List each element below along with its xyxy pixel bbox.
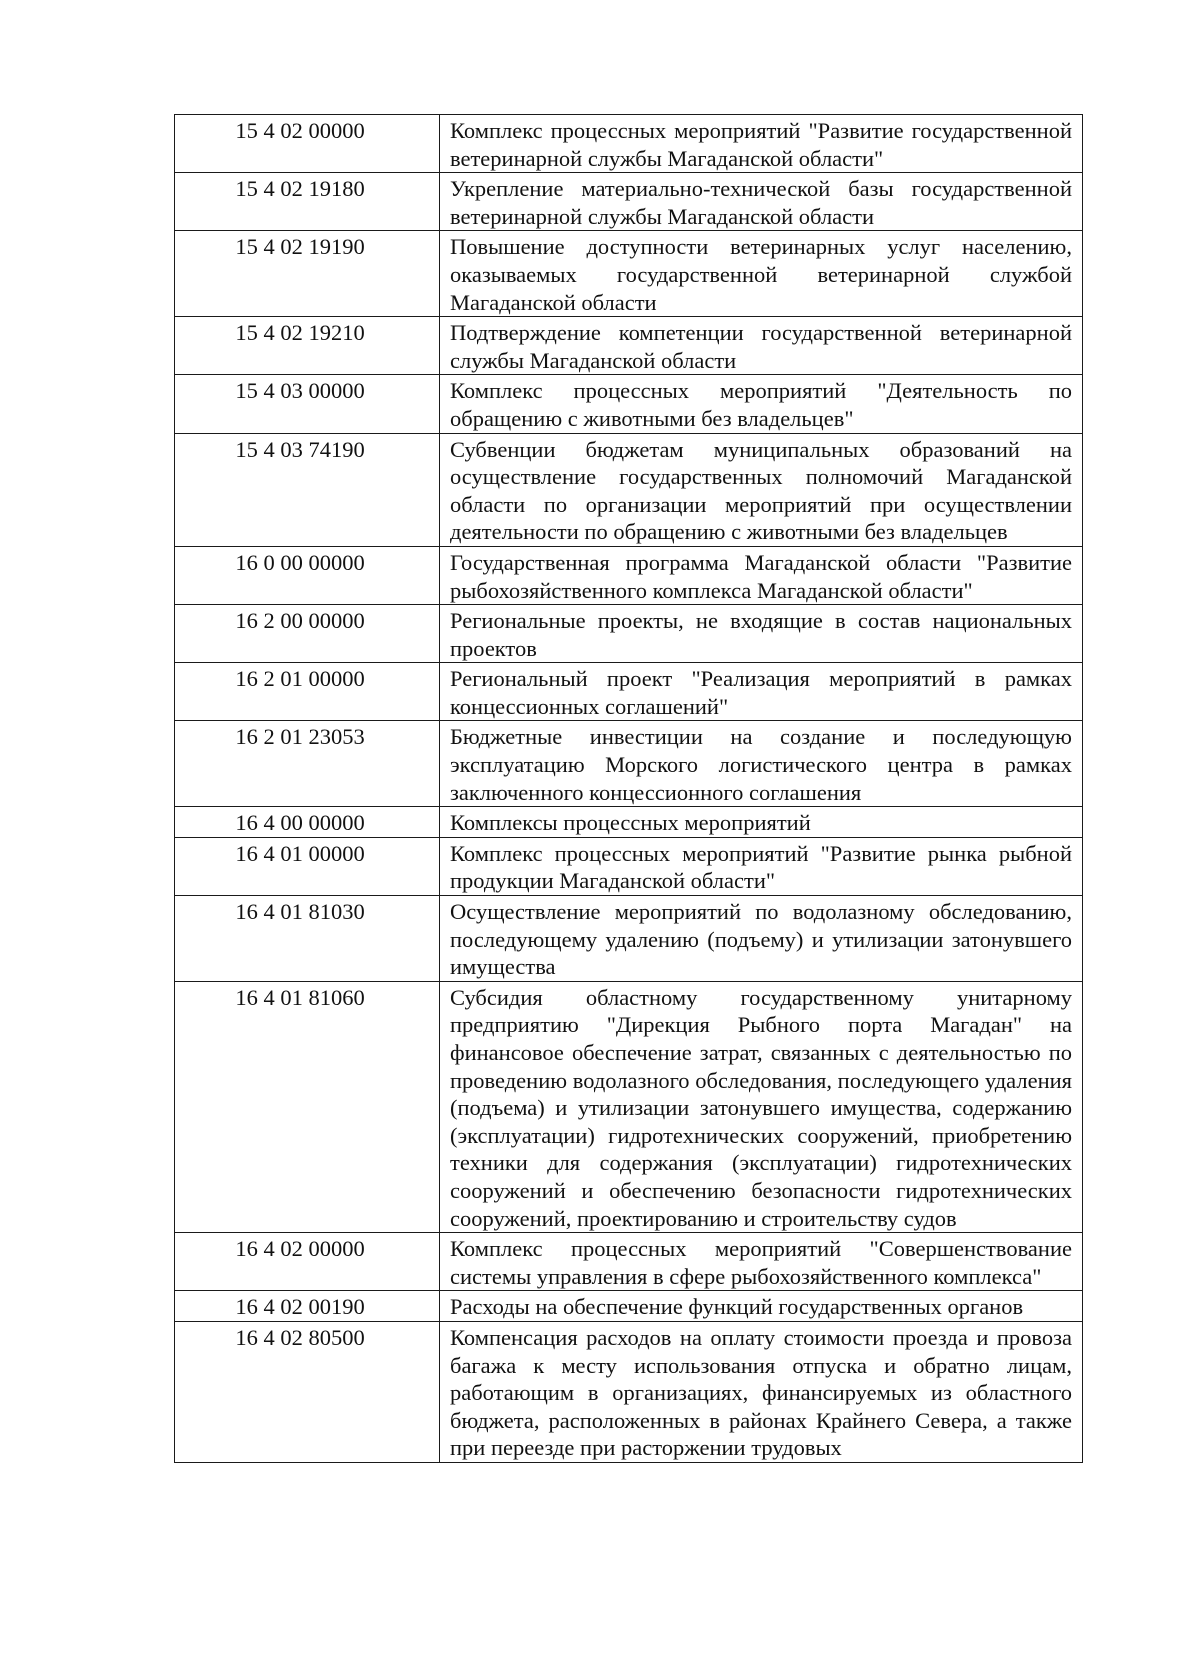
table-row [175,1291,1083,1322]
table-row [175,317,1083,375]
table-row [175,173,1083,231]
table-row [175,896,1083,982]
table-row [175,546,1083,604]
row-code: 15 4 02 19210 [175,317,440,375]
row-code: 16 4 01 81030 [175,896,440,982]
row-code: 15 4 03 00000 [175,375,440,433]
table-row [175,807,1083,838]
table-row [175,1233,1083,1291]
row-description: Комплекс процессных мероприятий "Развитие государственной ветеринарной службы Магаданской области" [440,115,1083,173]
row-description: Государственная программа Магаданской области "Развитие рыбохозяйственного комплекса Магаданской области" [440,546,1083,604]
row-description: Расходы на обеспечение функций государственных органов [440,1291,1083,1322]
table-row [175,375,1083,433]
budget-codes-table [174,114,1083,1463]
table-row [175,721,1083,807]
row-code: 15 4 02 19190 [175,231,440,317]
row-code: 16 2 01 00000 [175,663,440,721]
row-description: Компенсация расходов на оплату стоимости проезда и провоза багажа к месту использования отпуска и обратно лицам, работающим в организациях, финансируемых из областного бюджета, расположенных в районах Крайнего Севера, а также при переезде при расторжении трудовых [440,1321,1083,1462]
row-code: 16 4 02 00000 [175,1233,440,1291]
row-description: Комплекс процессных мероприятий "Деятельность по обращению с животными без владельцев" [440,375,1083,433]
row-description: Комплекс процессных мероприятий "Совершенствование системы управления в сфере рыбохозяйственного комплекса" [440,1233,1083,1291]
table-row [175,231,1083,317]
row-code: 16 4 00 00000 [175,807,440,838]
row-description: Комплекс процессных мероприятий "Развитие рынка рыбной продукции Магаданской области" [440,837,1083,895]
row-code: 16 0 00 00000 [175,546,440,604]
table-row [175,1321,1083,1462]
row-description: Региональные проекты, не входящие в состав национальных проектов [440,605,1083,663]
row-code: 16 4 02 00190 [175,1291,440,1322]
row-code: 16 2 00 00000 [175,605,440,663]
row-description: Комплексы процессных мероприятий [440,807,1083,838]
row-description: Повышение доступности ветеринарных услуг населению, оказываемых государственной ветеринарной службой Магаданской области [440,231,1083,317]
table-row [175,837,1083,895]
table-row [175,605,1083,663]
row-description: Укрепление материально-технической базы государственной ветеринарной службы Магаданской области [440,173,1083,231]
row-description: Бюджетные инвестиции на создание и последующую эксплуатацию Морского логистического центра в рамках заключенного концессионного соглашения [440,721,1083,807]
row-code: 16 4 01 00000 [175,837,440,895]
table-row [175,663,1083,721]
row-description: Осуществление мероприятий по водолазному обследованию, последующему удалению (подъему) и утилизации затонувшего имущества [440,896,1083,982]
row-description: Подтверждение компетенции государственной ветеринарной службы Магаданской области [440,317,1083,375]
row-code: 16 4 02 80500 [175,1321,440,1462]
row-code: 15 4 02 19180 [175,173,440,231]
table-row [175,981,1083,1232]
row-code: 16 4 01 81060 [175,981,440,1232]
row-description: Субсидия областному государственному унитарному предприятию "Дирекция Рыбного порта Магадан" на финансовое обеспечение затрат, связанных с деятельностью по проведению водолазного обследования, последующего удаления (подъема) и утилизации затонувшего имущества, содержанию (эксплуатации) гидротехнических сооружений, приобретению техники для содержания (эксплуатации) гидротехнических сооружений и обеспечению безопасности гидротехнических сооружений, проектированию и строительству судов [440,981,1083,1232]
row-description: Региональный проект "Реализация мероприятий в рамках концессионных соглашений" [440,663,1083,721]
row-code: 16 2 01 23053 [175,721,440,807]
row-code: 15 4 03 74190 [175,433,440,546]
table-row [175,433,1083,546]
table-row [175,115,1083,173]
row-description: Субвенции бюджетам муниципальных образований на осуществление государственных полномочий Магаданской области по организации мероприятий при осуществлении деятельности по обращению с животными без владельцев [440,433,1083,546]
row-code: 15 4 02 00000 [175,115,440,173]
